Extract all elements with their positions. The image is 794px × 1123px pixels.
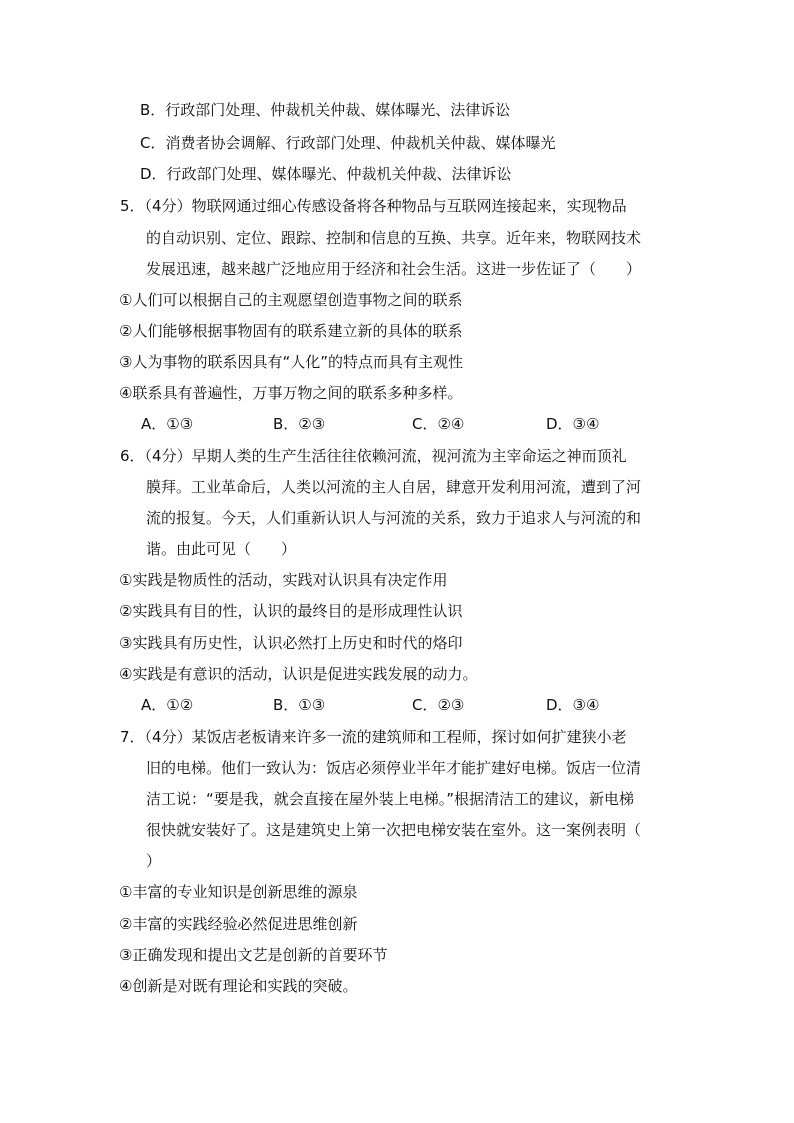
q7-stem-line-2: 旧的电梯。他们一致认为：饭店必须停业半年才能扩建好电梯。饭店一位清 — [146, 759, 642, 777]
q6-stem-line-1: 6．（4分）早期人类的生产生活往往依赖河流，视河流为主宰命运之神而顶礼 — [120, 447, 627, 465]
q7-stem-line-5: ） — [146, 852, 162, 870]
option-d: D．行政部门处理、媒体曝光、仲裁机关仲裁、法律诉讼 — [140, 165, 512, 183]
q5-options — [0, 414, 794, 434]
q5-option-d: D．③④ — [546, 415, 600, 433]
q6-stem-line-3: 流的报复。今天，人们重新认识人与河流的关系，致力于追求人与河流的和 — [146, 509, 642, 527]
q7-statement-4: ④创新是对既有理论和实践的突破。 — [119, 977, 358, 995]
option-b: B．行政部门处理、仲裁机关仲裁、媒体曝光、法律诉讼 — [140, 101, 511, 119]
q6-option-c: C．②③ — [412, 696, 465, 714]
q5-option-a: A．①③ — [141, 415, 194, 433]
q6-option-b: B．①③ — [273, 696, 326, 714]
option-c: C．消费者协会调解、行政部门处理、仲裁机关仲裁、媒体曝光 — [140, 134, 556, 152]
q6-statement-2: ②实践具有目的性，认识的最终目的是形成理性认识 — [119, 602, 463, 620]
q7-statement-2: ②丰富的实践经验必然促进思维创新 — [119, 915, 358, 933]
q6-stem-line-2: 膜拜。工业革命后，人类以河流的主人自居，肆意开发利用河流，遭到了河 — [146, 478, 642, 496]
q7-statement-1: ①丰富的专业知识是创新思维的源泉 — [119, 883, 358, 901]
q6-statement-3: ③实践具有历史性，认识必然打上历史和时代的烙印 — [119, 634, 463, 652]
q7-stem-line-4: 很快就安装好了。这是建筑史上第一次把电梯安装在室外。这一案例表明（ — [146, 821, 642, 839]
q6-statement-4: ④实践是有意识的活动，认识是促进实践发展的动力。 — [119, 665, 478, 683]
q5-option-c: C．②④ — [412, 415, 465, 433]
q5-statement-4: ④联系具有普遍性，万事万物之间的联系多种多样。 — [119, 384, 463, 402]
q5-statement-3: ③人为事物的联系因具有“人化”的特点而具有主观性 — [119, 353, 463, 371]
q7-statement-3: ③正确发现和提出文艺是创新的首要环节 — [119, 946, 388, 964]
q7-stem-line-1: 7．（4分）某饭店老板请来许多一流的建筑师和工程师，探讨如何扩建狭小老 — [120, 728, 627, 746]
q5-option-b: B．②③ — [273, 415, 326, 433]
q6-option-a: A．①② — [141, 696, 194, 714]
q5-statement-2: ②人们能够根据事物固有的联系建立新的具体的联系 — [119, 322, 463, 340]
q5-statement-1: ①人们可以根据自己的主观愿望创造事物之间的联系 — [119, 291, 463, 309]
q6-statement-1: ①实践是物质性的活动，实践对认识具有决定作用 — [119, 571, 448, 589]
q6-stem-line-4: 谐。由此可见（ ） — [146, 540, 297, 558]
q5-stem-line-3: 发展迅速，越来越广泛地应用于经济和社会生活。这进一步佐证了（ ） — [146, 260, 642, 278]
q7-stem-line-3: 洁工说：“要是我，就会直接在屋外装上电梯。”根据清洁工的建议，新电梯 — [146, 790, 635, 808]
q5-stem-line-1: 5．（4分）物联网通过细心传感设备将各种物品与互联网连接起来，实现物品 — [120, 197, 627, 215]
q6-options — [0, 695, 794, 715]
q6-option-d: D．③④ — [546, 696, 600, 714]
q5-stem-line-2: 的自动识别、定位、跟踪、控制和信息的互换、共享。近年来，物联网技术 — [146, 229, 642, 247]
